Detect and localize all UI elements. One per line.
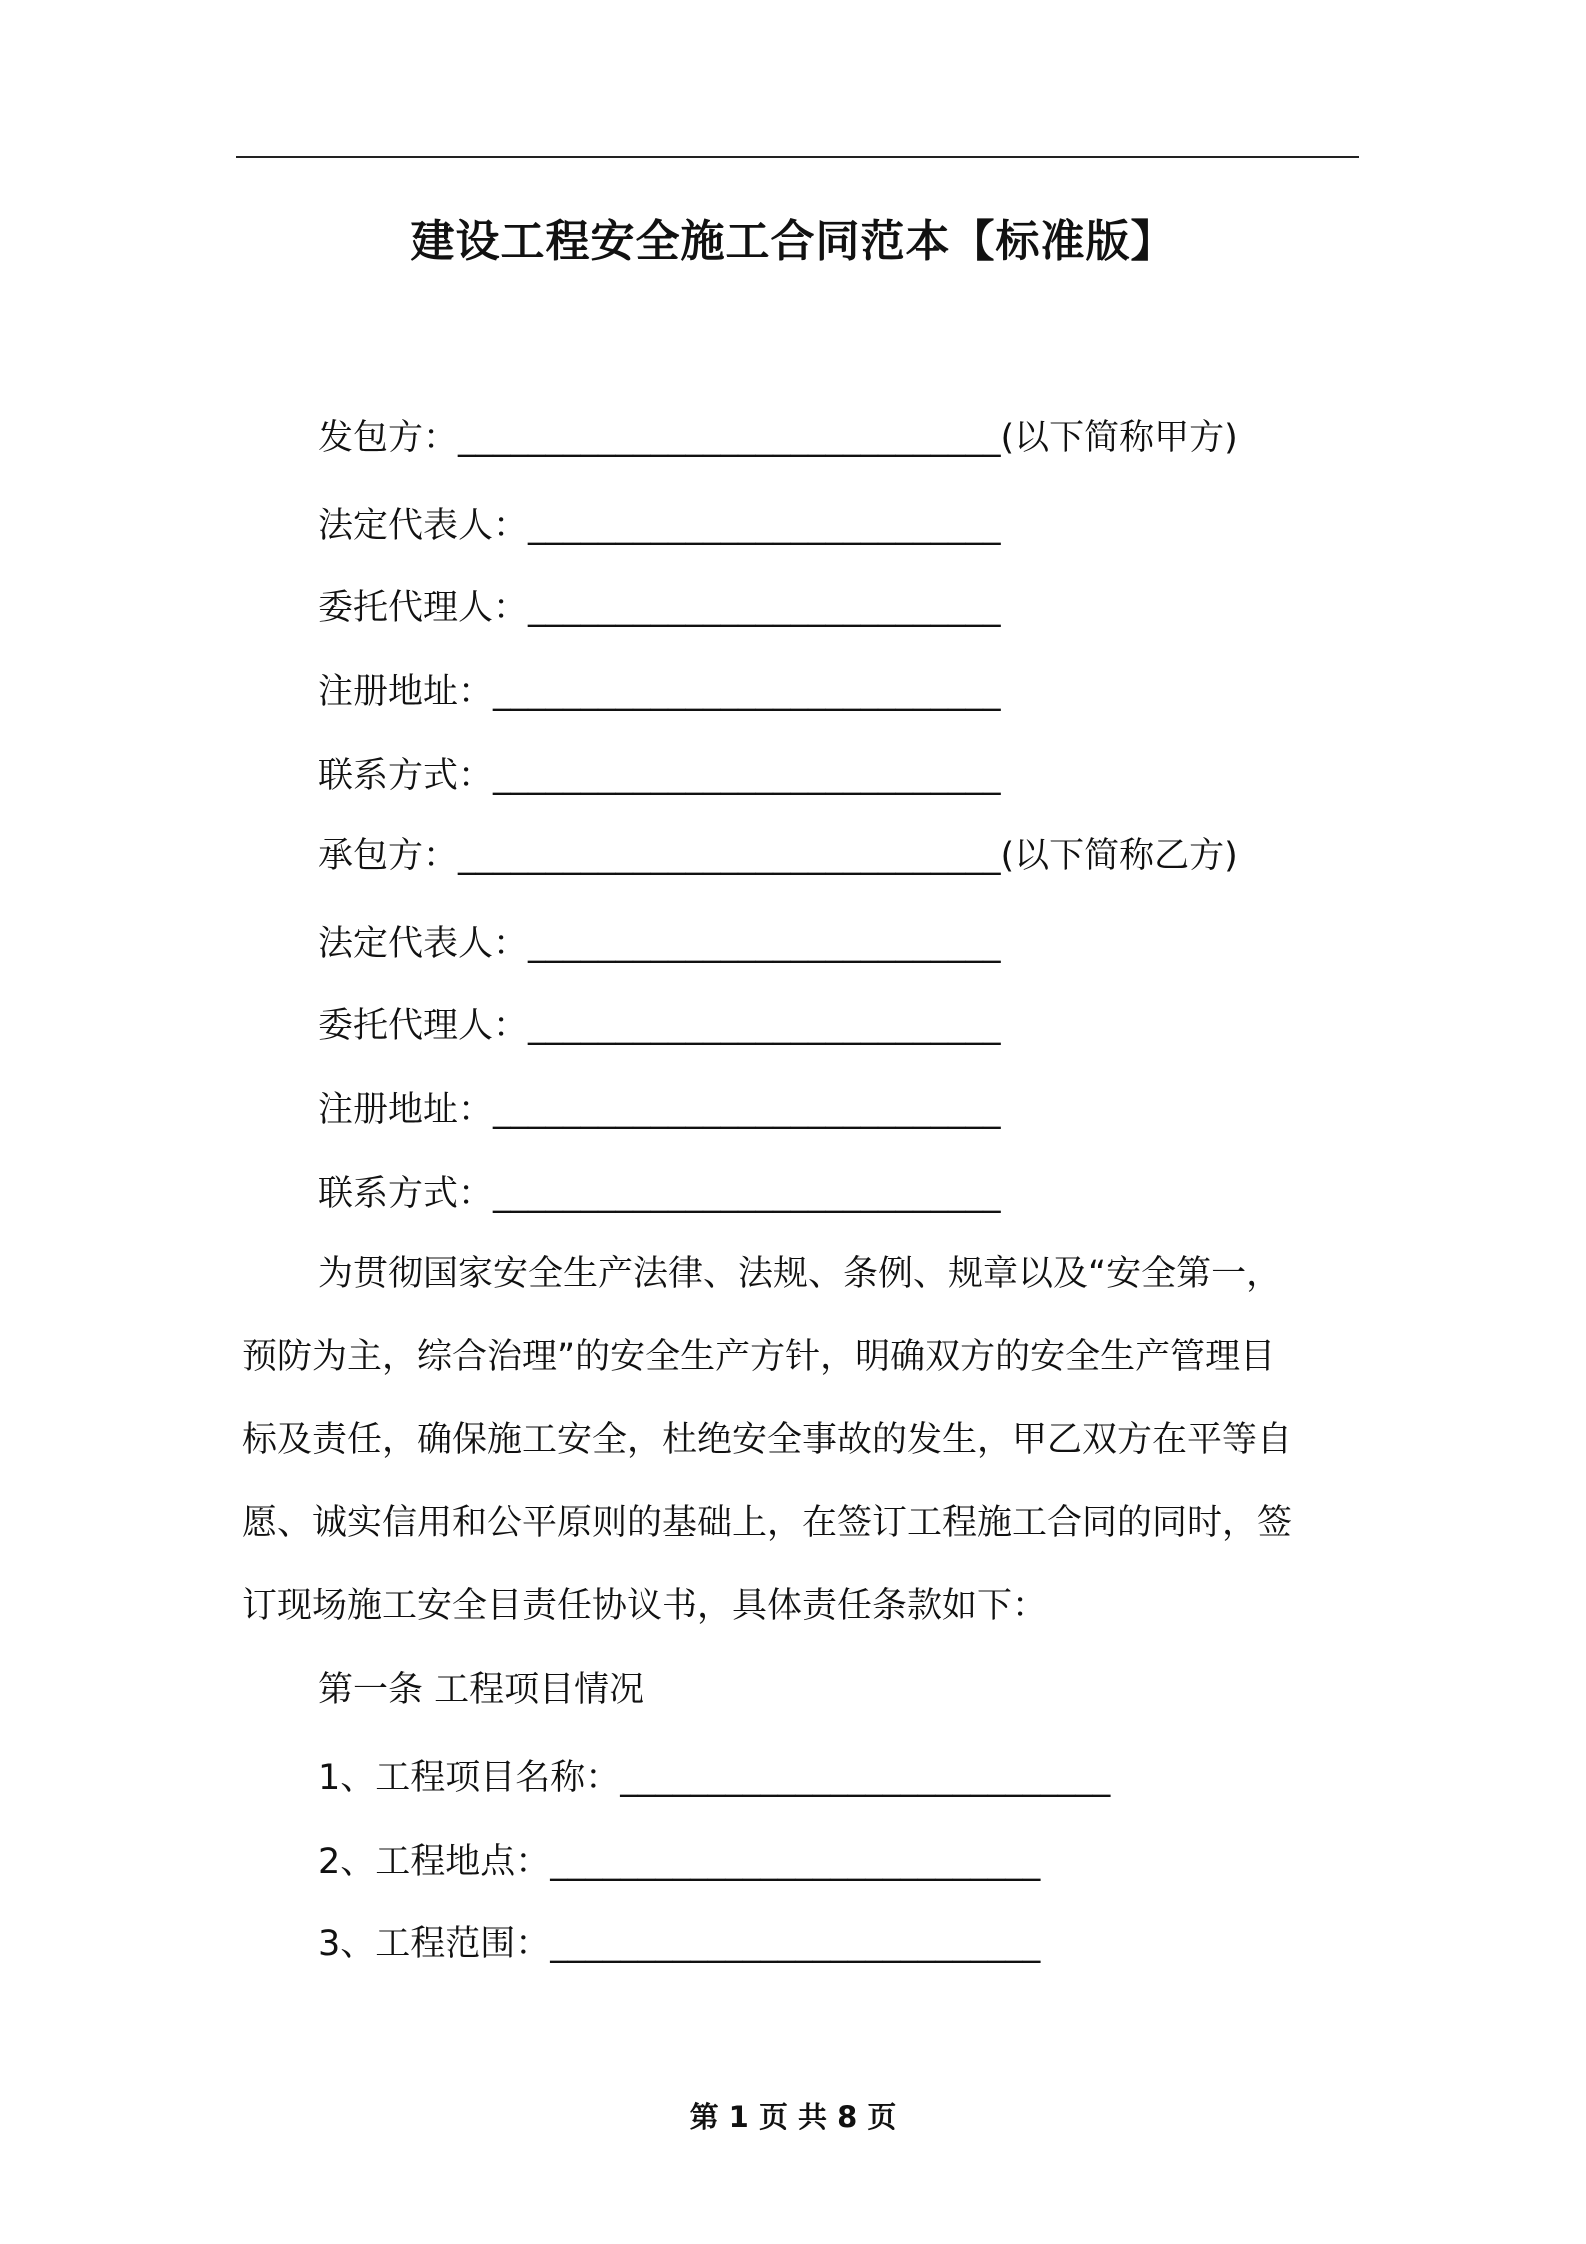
- project-item-location: 2、工程地点：____________________________: [318, 1842, 1041, 1882]
- header-rule: [236, 156, 1359, 158]
- intro-line: 愿、诚实信用和公平原则的基础上，在签订工程施工合同的同时，签: [242, 1503, 1293, 1543]
- project-item-name: 1、工程项目名称：____________________________: [318, 1758, 1111, 1798]
- document-title: 建设工程安全施工合同范本【标准版】: [410, 216, 1176, 267]
- field-employer-contact: 联系方式：_____________________________: [318, 756, 1001, 796]
- field-contractor-address: 注册地址：_____________________________: [318, 1090, 1001, 1130]
- field-employer-address: 注册地址：_____________________________: [318, 672, 1001, 712]
- intro-line: 为贯彻国家安全生产法律、法规、条例、规章以及“安全第一，: [318, 1254, 1282, 1294]
- field-contractor-agent: 委托代理人：___________________________: [318, 1006, 1001, 1046]
- article-heading: 第一条 工程项目情况: [318, 1670, 645, 1710]
- field-contractor-contact: 联系方式：_____________________________: [318, 1174, 1001, 1214]
- intro-line: 预防为主，综合治理”的安全生产方针，明确双方的安全生产管理目: [242, 1337, 1276, 1377]
- project-item-scope: 3、工程范围：____________________________: [318, 1924, 1041, 1964]
- field-contractor-legal-rep: 法定代表人：___________________________: [318, 924, 1001, 964]
- field-employer: 发包方：_______________________________(以下简称甲方): [318, 418, 1238, 458]
- field-employer-agent: 委托代理人：___________________________: [318, 588, 1001, 628]
- intro-line: 标及责任，确保施工安全，杜绝安全事故的发生，甲乙双方在平等自: [242, 1420, 1293, 1460]
- intro-line: 订现场施工安全目责任协议书，具体责任条款如下：: [242, 1586, 1048, 1626]
- field-contractor: 承包方：_______________________________(以下简称乙方): [318, 836, 1238, 876]
- field-employer-legal-rep: 法定代表人：___________________________: [318, 506, 1001, 546]
- page-number-footer: 第 1 页 共 8 页: [689, 2100, 897, 2134]
